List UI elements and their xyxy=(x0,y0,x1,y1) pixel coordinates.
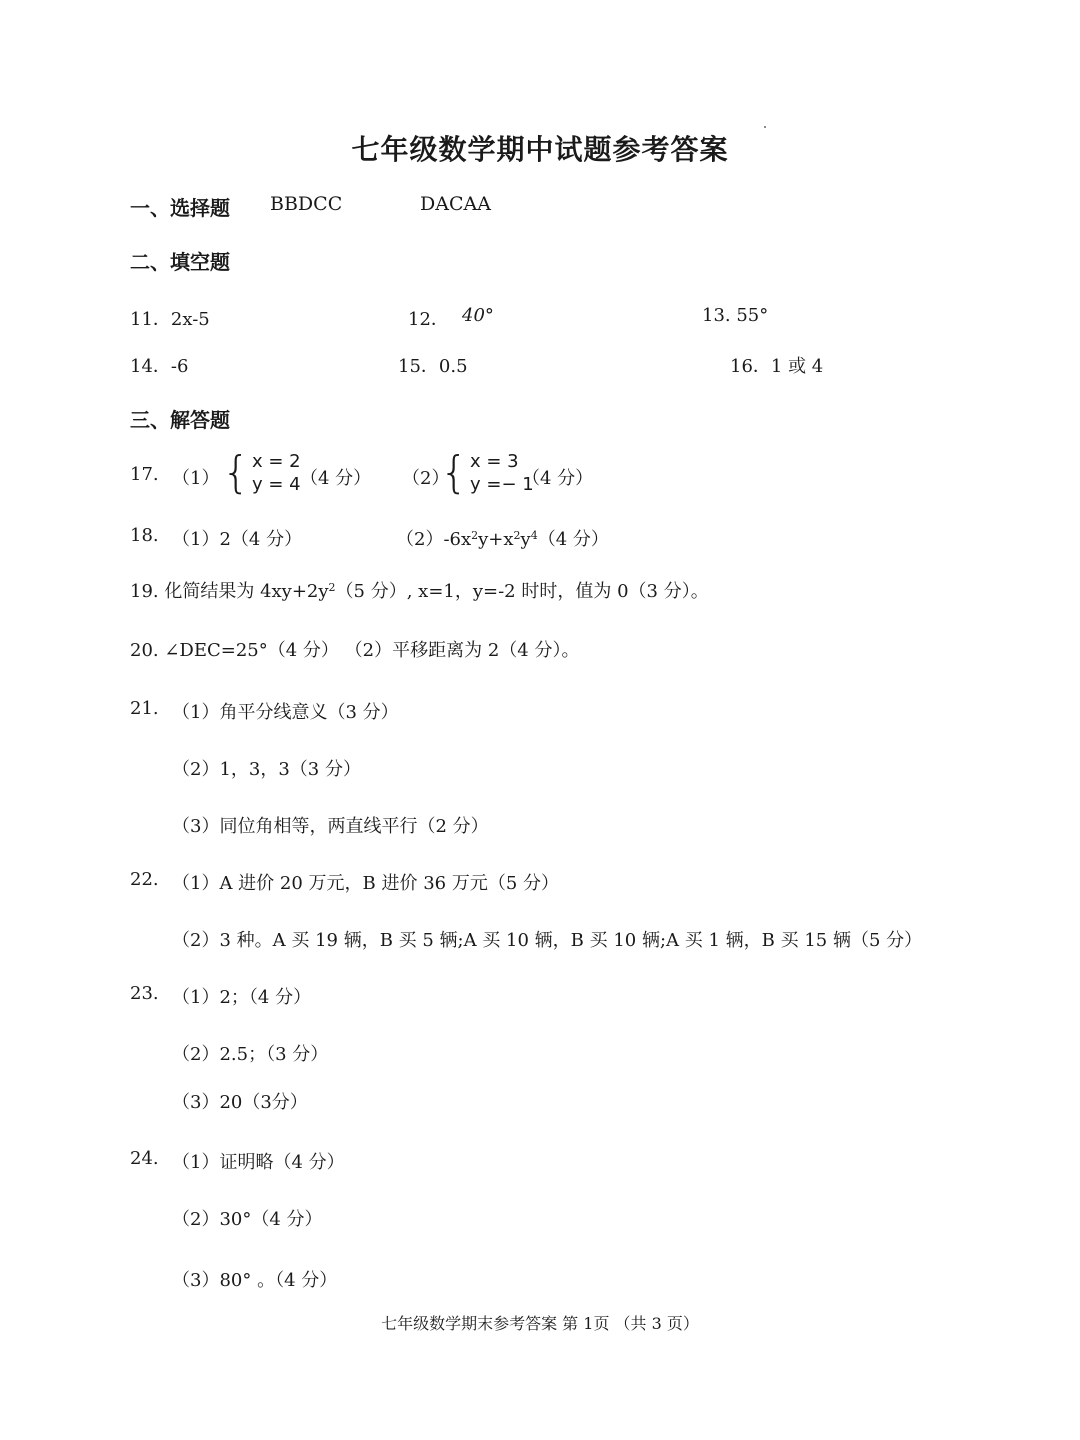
page-title: 七年级数学期中试题参考答案 xyxy=(351,133,729,166)
system-1-eq-2: y = 4 xyxy=(252,474,301,495)
q24-number: 24. xyxy=(130,1148,159,1169)
system-2-eq-2: y =− 1 xyxy=(470,474,534,495)
system-2-eq-1: x = 3 xyxy=(470,451,519,472)
q17-number: 17. xyxy=(130,464,159,485)
q21-part1: （1）角平分线意义（3 分） xyxy=(172,702,399,723)
q17-part2-label: （2） xyxy=(402,468,450,489)
q18-number: 18. xyxy=(130,525,159,546)
answer-12-number: 12． xyxy=(408,309,449,330)
answer-13: 13. 55° xyxy=(702,305,769,326)
q20-line: 20. ∠DEC=25°（4 分） （2）平移距离为 2（4 分）。 xyxy=(130,640,580,661)
q17-system-1 xyxy=(222,447,301,498)
answer-16: 16．1 或 4 xyxy=(730,356,824,377)
q17-score-1: （4 分） xyxy=(300,468,372,489)
page-footer: 七年级数学期末参考答案 第 1页 （共 3 页） xyxy=(381,1314,699,1333)
q17-part1-label: （1） xyxy=(172,468,220,489)
q19-line: 19. 化简结果为 $4xy+2y^2(5$ 分）, x=1，y=-2 时时，值为 0（3 分）。 xyxy=(130,581,709,602)
choice-answers-1-5: BBDCC xyxy=(270,193,343,215)
answer-14: 14．-6 xyxy=(130,356,189,377)
section-fill-label: 二、填空题 xyxy=(130,250,230,274)
q21-part2: （2）1，3，3（3 分） xyxy=(172,759,361,780)
q17-score-2: （4 分） xyxy=(522,468,594,489)
q22-part1: （1）A 进价 20 万元，B 进价 36 万元（5 分） xyxy=(172,873,559,894)
q24-part1: （1）证明略（4 分） xyxy=(172,1152,345,1173)
choice-answers-6-10: DACAA xyxy=(420,193,491,215)
system-1-eq-1: x = 2 xyxy=(252,451,301,472)
left-brace-icon: { xyxy=(440,447,468,498)
q23-part1: （1）2；（4 分） xyxy=(172,987,312,1008)
q21-part3: （3）同位角相等，两直线平行（2 分） xyxy=(172,816,489,837)
q22-part2: （2）3 种。A 买 19 辆，B 买 5 辆;A 买 10 辆，B 买 10 辆;A 买 1 辆，B 买 15 辆（5 分） xyxy=(172,930,923,951)
q23-number: 23. xyxy=(130,983,159,1004)
q22-number: 22. xyxy=(130,869,159,890)
answer-12-value: 40° xyxy=(462,305,494,326)
left-brace-icon: { xyxy=(222,447,250,498)
q24-part3: （3）80° 。（4 分） xyxy=(172,1270,338,1291)
q23-part3: （3）20（3分） xyxy=(172,1092,308,1113)
section-choice-label: 一、选择题 xyxy=(130,196,230,220)
q21-number: 21. xyxy=(130,698,159,719)
q24-part2: （2）30°（4 分） xyxy=(172,1209,323,1230)
q18-part2: $(2)-6x^2y+x^2y^4(4$ 分） xyxy=(396,529,609,550)
answer-11: 11．2x-5 xyxy=(130,309,210,330)
section-solve-label: 三、解答题 xyxy=(130,408,230,432)
q23-part2: （2）2.5；（3 分） xyxy=(172,1044,329,1065)
q18-part1: （1）2（4 分） xyxy=(172,529,303,550)
answer-15: 15．0.5 xyxy=(398,356,468,377)
q17-system-2 xyxy=(440,447,534,498)
